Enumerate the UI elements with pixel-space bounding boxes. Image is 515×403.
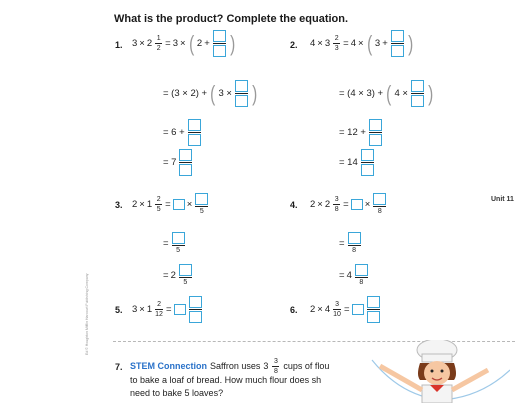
problem-1-line-4: = 7 [163, 149, 193, 176]
problem-3-number: 3. [115, 200, 123, 210]
problem-2-line-1: 4 × 3 $\frac{2}{3}$ = 4 × ( 3 + ) [310, 30, 413, 56]
answer-box[interactable] [174, 304, 186, 315]
answer-fraction [179, 149, 192, 176]
problem-5-number: 5. [115, 305, 123, 315]
answer-box[interactable] [369, 134, 382, 146]
answer-box[interactable] [172, 232, 185, 244]
problem-3-line-3: = 2 5 [163, 264, 193, 286]
answer-fraction: 8 [373, 193, 386, 215]
frac: $\frac{2}{3}$ [334, 35, 339, 52]
copyright-side-text: Ed © Houghton Mifflin Harcourt Publishing Company [85, 273, 89, 355]
problem-5-line-1: 3 × 1 $\frac{2}{12}$ = [132, 296, 203, 323]
answer-box[interactable] [367, 311, 380, 323]
frac: $\frac{1}{2}$ [156, 35, 161, 52]
answer-box[interactable] [352, 304, 364, 315]
answer-fraction [391, 30, 404, 57]
frac: $\frac{2}{12}$ [155, 301, 163, 318]
problem-3-line-2: = 5 [163, 232, 186, 254]
answer-fraction [188, 119, 201, 146]
problem-2-line-4: = 14 [339, 149, 375, 176]
problem-4-line-2: = 8 [339, 232, 362, 254]
answer-box[interactable] [188, 119, 201, 131]
answer-box[interactable] [179, 149, 192, 161]
answer-box[interactable] [361, 164, 374, 176]
answer-fraction [367, 296, 380, 323]
answer-fraction: 8 [355, 264, 368, 286]
answer-box[interactable] [411, 80, 424, 92]
problem-3-line-1: 2 × 1 $\frac{2}{5}$ = × 5 [132, 193, 209, 215]
answer-box[interactable] [213, 30, 226, 42]
answer-fraction [369, 119, 382, 146]
frac: $\frac{3}{10}$ [333, 301, 341, 318]
unit-label: Unit 11 [491, 196, 514, 203]
problem-4-line-3: = 4 8 [339, 264, 369, 286]
answer-fraction [213, 30, 226, 57]
answer-box[interactable] [179, 164, 192, 176]
answer-box[interactable] [189, 296, 202, 308]
problem-2-line-2: = (4 × 3) + ( 4 × ) [339, 80, 434, 106]
answer-fraction [411, 80, 424, 107]
answer-fraction: 5 [172, 232, 185, 254]
answer-box[interactable] [235, 95, 248, 107]
problem-1-line-2: = (3 × 2) + ( 3 × ) [163, 80, 258, 106]
answer-fraction [361, 149, 374, 176]
answer-box[interactable] [391, 30, 404, 42]
answer-box[interactable] [373, 193, 386, 205]
answer-box[interactable] [411, 95, 424, 107]
page-title: What is the product? Complete the equation. [114, 13, 349, 25]
answer-fraction: 5 [195, 193, 208, 215]
problem-4-number: 4. [290, 200, 298, 210]
answer-fraction [235, 80, 248, 107]
answer-box[interactable] [361, 149, 374, 161]
problem-4-line-1: 2 × 2 $\frac{3}{8}$ = × 8 [310, 193, 387, 215]
answer-box[interactable] [179, 264, 192, 276]
stem-number: 7. [115, 362, 123, 372]
answer-box[interactable] [189, 311, 202, 323]
answer-fraction [189, 296, 202, 323]
problem-2-line-3: = 12 + [339, 119, 383, 146]
answer-box[interactable] [348, 232, 361, 244]
answer-box[interactable] [195, 193, 208, 205]
frac: $\frac{2}{5}$ [156, 195, 161, 213]
answer-box[interactable] [367, 296, 380, 308]
problem-2-number: 2. [290, 40, 298, 50]
answer-fraction: 5 [179, 264, 192, 286]
answer-box[interactable] [391, 45, 404, 57]
chef-illustration [370, 340, 510, 403]
problem-1-line-3: = 6 + [163, 119, 202, 146]
problem-6-number: 6. [290, 305, 298, 315]
frac: $\frac{3}{8}$ [273, 358, 278, 375]
stem-line-2: to bake a loaf of bread. How much flour does sh [130, 375, 322, 385]
answer-box[interactable] [355, 264, 368, 276]
answer-box[interactable] [369, 119, 382, 131]
answer-fraction: 8 [348, 232, 361, 254]
answer-box[interactable] [213, 45, 226, 57]
frac: $\frac{3}{8}$ [334, 195, 339, 213]
answer-box[interactable] [188, 134, 201, 146]
problem-6-line-1: 2 × 4 $\frac{3}{10}$ = [310, 296, 381, 323]
problem-1-line-1: 3 × 2 $\frac{1}{2}$ = 3 × ( 2 + ) [132, 30, 235, 56]
stem-line-1: STEM Connection Saffron uses 3 $\frac{3}{8}$ cups of flou [130, 358, 330, 375]
answer-box[interactable] [173, 199, 185, 210]
answer-box[interactable] [235, 80, 248, 92]
answer-box[interactable] [351, 199, 363, 210]
stem-line-3: need to bake 5 loaves? [130, 388, 224, 398]
problem-1-number: 1. [115, 40, 123, 50]
